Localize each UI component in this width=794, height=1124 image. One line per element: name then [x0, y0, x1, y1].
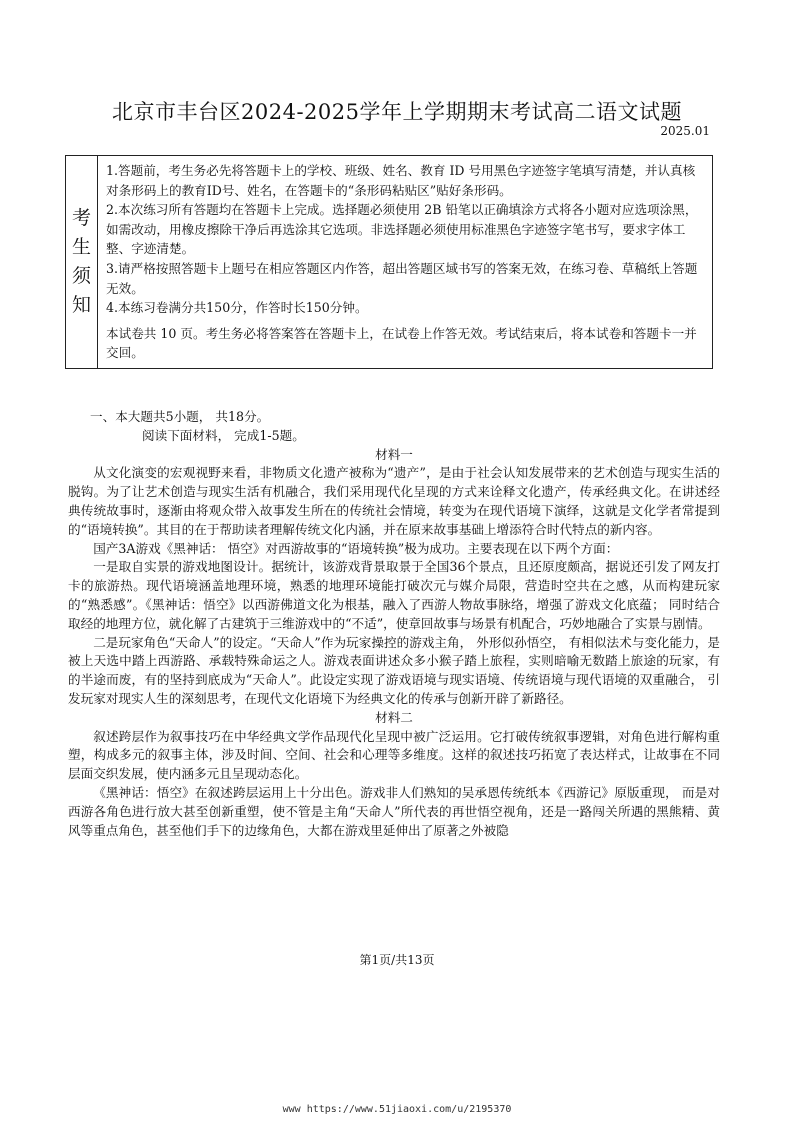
material-paragraph: 从文化演变的宏观视野来看，非物质文化遗产被称为“遗产”，是由于社会认知发展带来的艺术创造与现实生活的脱钩。为了让艺术创造与现实生活有机融合，我们采用现代化呈现的方式来诠释文化遗产，传承经典文化。在讲述经典传统故事时，逐渐由将观众带入故事发生所在的传统社会情境，转变为在现代语境下演绎，这就是文化学者常提到的“语境转换”。其目的在于帮助读者理解传统文化内涵，并在原来故事基础上增添符合时代特点的新内容。	[68, 465, 720, 537]
material-title: 材料二	[375, 709, 413, 725]
notice-item: 3.请严格按照答题卡上题号在相应答题区内作答，超出答题区域书写的答案无效，在练习卷、草稿纸上答题无效。	[106, 260, 698, 296]
notice-extra: 本试卷共 10 页。考生务必将答案答在答题卡上，在试卷上作答无效。考试结束后，将本试卷和答题卡一并交回。	[106, 325, 697, 361]
notice-label	[66, 156, 98, 368]
page-number: 第1页/共13页	[359, 953, 435, 967]
notice-label-char: 生	[71, 236, 91, 258]
notice-body	[98, 156, 712, 368]
material-paragraph: 《黑神话：悟空》在叙述跨层运用上十分出色。游戏非人们熟知的吴承恩传统纸本《西游记》原版重现， 而是对西游各角色进行放大甚至创新重塑，使不管是主角“天命人”所代表的再世悟空视角，还是一路闯关所遇的黑熊精、黄风等重点角色，甚至他们手下的边缘角色，大都在游戏里延伸出了原著之外被隐	[68, 784, 720, 838]
notice-label-char: 知	[71, 294, 91, 316]
notice-label-char: 须	[71, 265, 91, 287]
material-paragraph: 叙述跨层作为叙事技巧在中华经典文学作品现代化呈现中被广泛运用。它打破传统叙事逻辑，对角色进行解构重塑，构成多元的叙事主体，涉及时间、空间、社会和心理等多维度。这样的叙述技巧拓宽了表达样式，让故事在不同层面交织发展，使内涵多元且呈现动态化。	[68, 728, 720, 782]
exam-date: 2025.01	[660, 124, 710, 138]
material-title: 材料一	[375, 446, 413, 462]
notice-item: 4.本练习卷满分共150分，作答时长150分钟。	[106, 300, 368, 316]
question-content	[68, 408, 720, 840]
section-heading: 一、本大题共5小题， 共18分。	[90, 409, 270, 424]
section-instruction: 阅读下面材料， 完成1-5题。	[142, 427, 305, 443]
exam-notice-box	[65, 155, 713, 369]
material-paragraph: 国产3A游戏《黑神话： 悟空》对西游故事的“语境转换”极为成功。主要表现在以下两个方面：	[93, 540, 619, 556]
material-paragraph: 二是玩家角色“天命人”的设定。“天命人”作为玩家操控的游戏主角， 外形似孙悟空， 有相似法术与变化能力，是被上天选中踏上西游路、承载特殊命运之人。游戏表面讲述众多小猴子踏上旅程，实则暗喻无数踏上旅途的玩家，有的半途而废，有的坚持到底成为“天命人”。此设定实现了游戏语境与现实语境、传统语境与现代语境的双重融合， 引发玩家对现实人生的深刻思考，在现代文化语境下为经典文化的传承与创新开辟了新路径。	[68, 634, 720, 706]
notice-item: 2.本次练习所有答题均在答题卡上完成。选择题必须使用 2B 铅笔以正确填涂方式将各小题对应选项涂黑，如需改动，用橡皮擦除干净后再选涂其它选项。非选择题必须使用标准黑色字迹签字笔书写，要求字体工整、字迹清楚。	[106, 202, 698, 257]
page-title: 北京市丰台区2024-2025学年上学期期末考试高二语文试题	[112, 100, 682, 124]
notice-item: 1.答题前，考生务必先将答题卡上的学校、班级、姓名、教育 ID 号用黑色字迹签字笔填写清楚，并认真核对条形码上的教育ID号、姓名，在答题卡的“条形码粘贴区”贴好条形码。	[106, 163, 696, 198]
watermark-url: www https://www.51jiaoxi.com/u/2195370	[282, 1104, 512, 1115]
material-paragraph: 一是取自实景的游戏地图设计。据统计，该游戏背景取景于全国36个景点，且还原度颇高，据说还引发了网友打卡的旅游热。现代语境涵盖地理环境，熟悉的地理环境能打破次元与媒介局限，营造时空共在之感，从而构建玩家的“熟悉感”。《黑神话：悟空》以西游佛道文化为根基，融入了西游人物故事脉络，增强了游戏文化底蕴； 同时结合取经的地理方位，就化解了古建筑于三维游戏中的“不适”，使章回故事与场景有机配合，巧妙地融合了实景与剧情。	[68, 559, 720, 631]
notice-label-char: 考	[71, 207, 91, 229]
